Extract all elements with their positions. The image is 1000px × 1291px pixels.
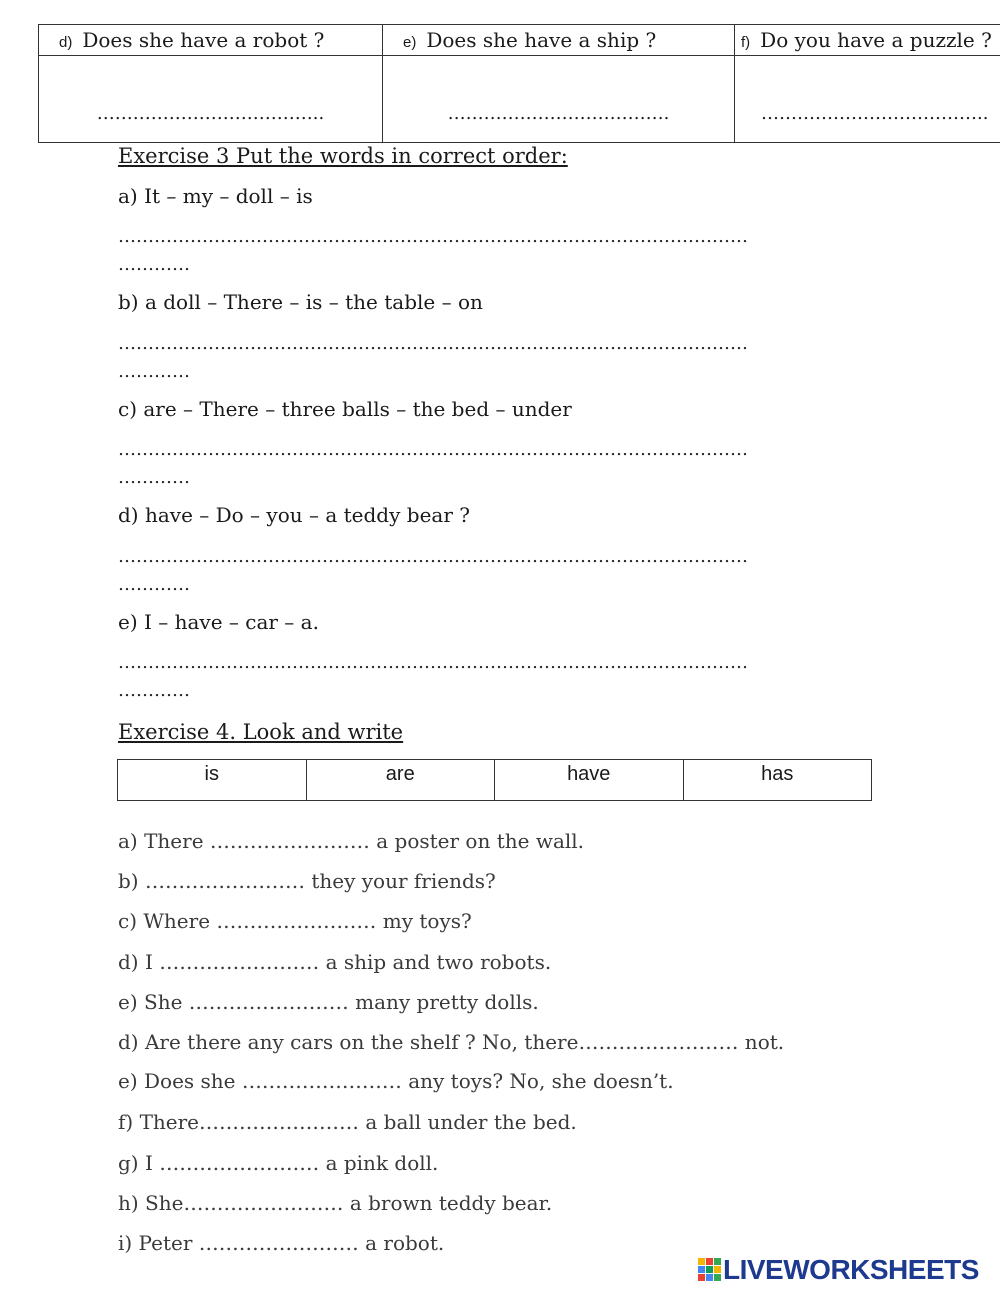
ex4-sentence[interactable]: d) Are there any cars on the shelf ? No, there…………………… not. <box>118 1030 785 1054</box>
question-col-d <box>39 25 383 142</box>
ex3-answer-line-e[interactable]: …………………………………………………………………………………………… <box>118 652 748 673</box>
exercise-4-title: Exercise 4. Look and write <box>118 720 404 744</box>
logo-square <box>706 1266 713 1273</box>
logo-square <box>698 1258 705 1265</box>
logo-square <box>714 1274 721 1281</box>
logo-square <box>698 1266 705 1273</box>
ex4-sentence[interactable]: b) …………………… they your friends? <box>118 869 496 893</box>
question-label: d) <box>59 34 73 51</box>
logo-square <box>706 1274 713 1281</box>
ex3-answer-line-c[interactable]: …………………………………………………………………………………………… <box>118 439 748 460</box>
logo-square <box>714 1258 721 1265</box>
question-col-f <box>735 25 1000 142</box>
answer-line[interactable]: ………………………………. <box>447 103 670 124</box>
ex3-answer-line-b[interactable]: …………………………………………………………………………………………… <box>118 333 748 354</box>
ex3-answer-line-a-cont[interactable]: ………… <box>118 254 190 275</box>
logo-square <box>698 1274 705 1281</box>
question-col-e <box>383 25 735 142</box>
ex3-prompt-a: a) It – my – doll – is <box>118 184 313 208</box>
ex3-answer-line-d[interactable]: …………………………………………………………………………………………… <box>118 546 748 567</box>
question-label: e) <box>403 34 417 51</box>
ex3-answer-line-e-cont[interactable]: ………… <box>118 680 190 701</box>
question-header <box>383 25 734 56</box>
ex4-sentence[interactable]: f) There…………………… a ball under the bed. <box>118 1110 577 1134</box>
ex3-prompt-e: e) I – have – car – a. <box>118 610 319 634</box>
question-header <box>735 25 1000 56</box>
question-header <box>39 25 382 56</box>
ex3-answer-line-c-cont[interactable]: ………… <box>118 467 190 488</box>
exercise-3-title: Exercise 3 Put the words in correct order: <box>118 144 568 168</box>
ex4-sentence[interactable]: e) Does she …………………… any toys? No, she doesn’t. <box>118 1069 674 1093</box>
ex4-sentence[interactable]: a) There …………………… a poster on the wall. <box>118 829 585 853</box>
word-bank-has: has <box>761 763 794 785</box>
ex4-sentence[interactable]: g) I …………………… a pink doll. <box>118 1151 439 1175</box>
ex3-answer-line-b-cont[interactable]: ………… <box>118 361 190 382</box>
answer-line[interactable]: ……………………………….. <box>761 103 989 124</box>
logo-mark-icon <box>698 1258 720 1282</box>
ex3-answer-line-d-cont[interactable]: ………… <box>118 574 190 595</box>
logo-square <box>706 1258 713 1265</box>
word-bank-have: have <box>495 760 684 800</box>
ex3-prompt-b: b) a doll – There – is – the table – on <box>118 290 483 314</box>
logo-text: LIVEWORKSHEETS <box>723 1254 979 1285</box>
ex4-sentence[interactable]: i) Peter …………………… a robot. <box>118 1231 445 1255</box>
question-text: Does she have a robot ? <box>82 28 325 52</box>
liveworksheets-logo <box>698 1254 979 1286</box>
ex4-sentence[interactable]: h) She…………………… a brown teddy bear. <box>118 1191 553 1215</box>
ex3-answer-line-a[interactable]: …………………………………………………………………………………………… <box>118 226 748 247</box>
ex3-prompt-c: c) are – There – three balls – the bed – under <box>118 397 572 421</box>
answer-line[interactable]: ……………………………….. <box>96 103 325 124</box>
ex4-sentence[interactable]: e) She …………………… many pretty dolls. <box>118 990 539 1014</box>
word-bank-is: is <box>118 760 307 800</box>
ex4-sentence[interactable]: d) I …………………… a ship and two robots. <box>118 950 552 974</box>
ex4-sentence[interactable]: c) Where …………………… my toys? <box>118 909 472 933</box>
question-text: Does she have a ship ? <box>426 28 657 52</box>
word-bank-are: are <box>307 760 496 800</box>
ex3-prompt-d: d) have – Do – you – a teddy bear ? <box>118 503 470 527</box>
question-table <box>38 24 1000 143</box>
logo-square <box>714 1266 721 1273</box>
word-bank-table <box>117 759 872 801</box>
question-label: f) <box>741 34 751 51</box>
question-text: Do you have a puzzle ? <box>760 28 992 52</box>
